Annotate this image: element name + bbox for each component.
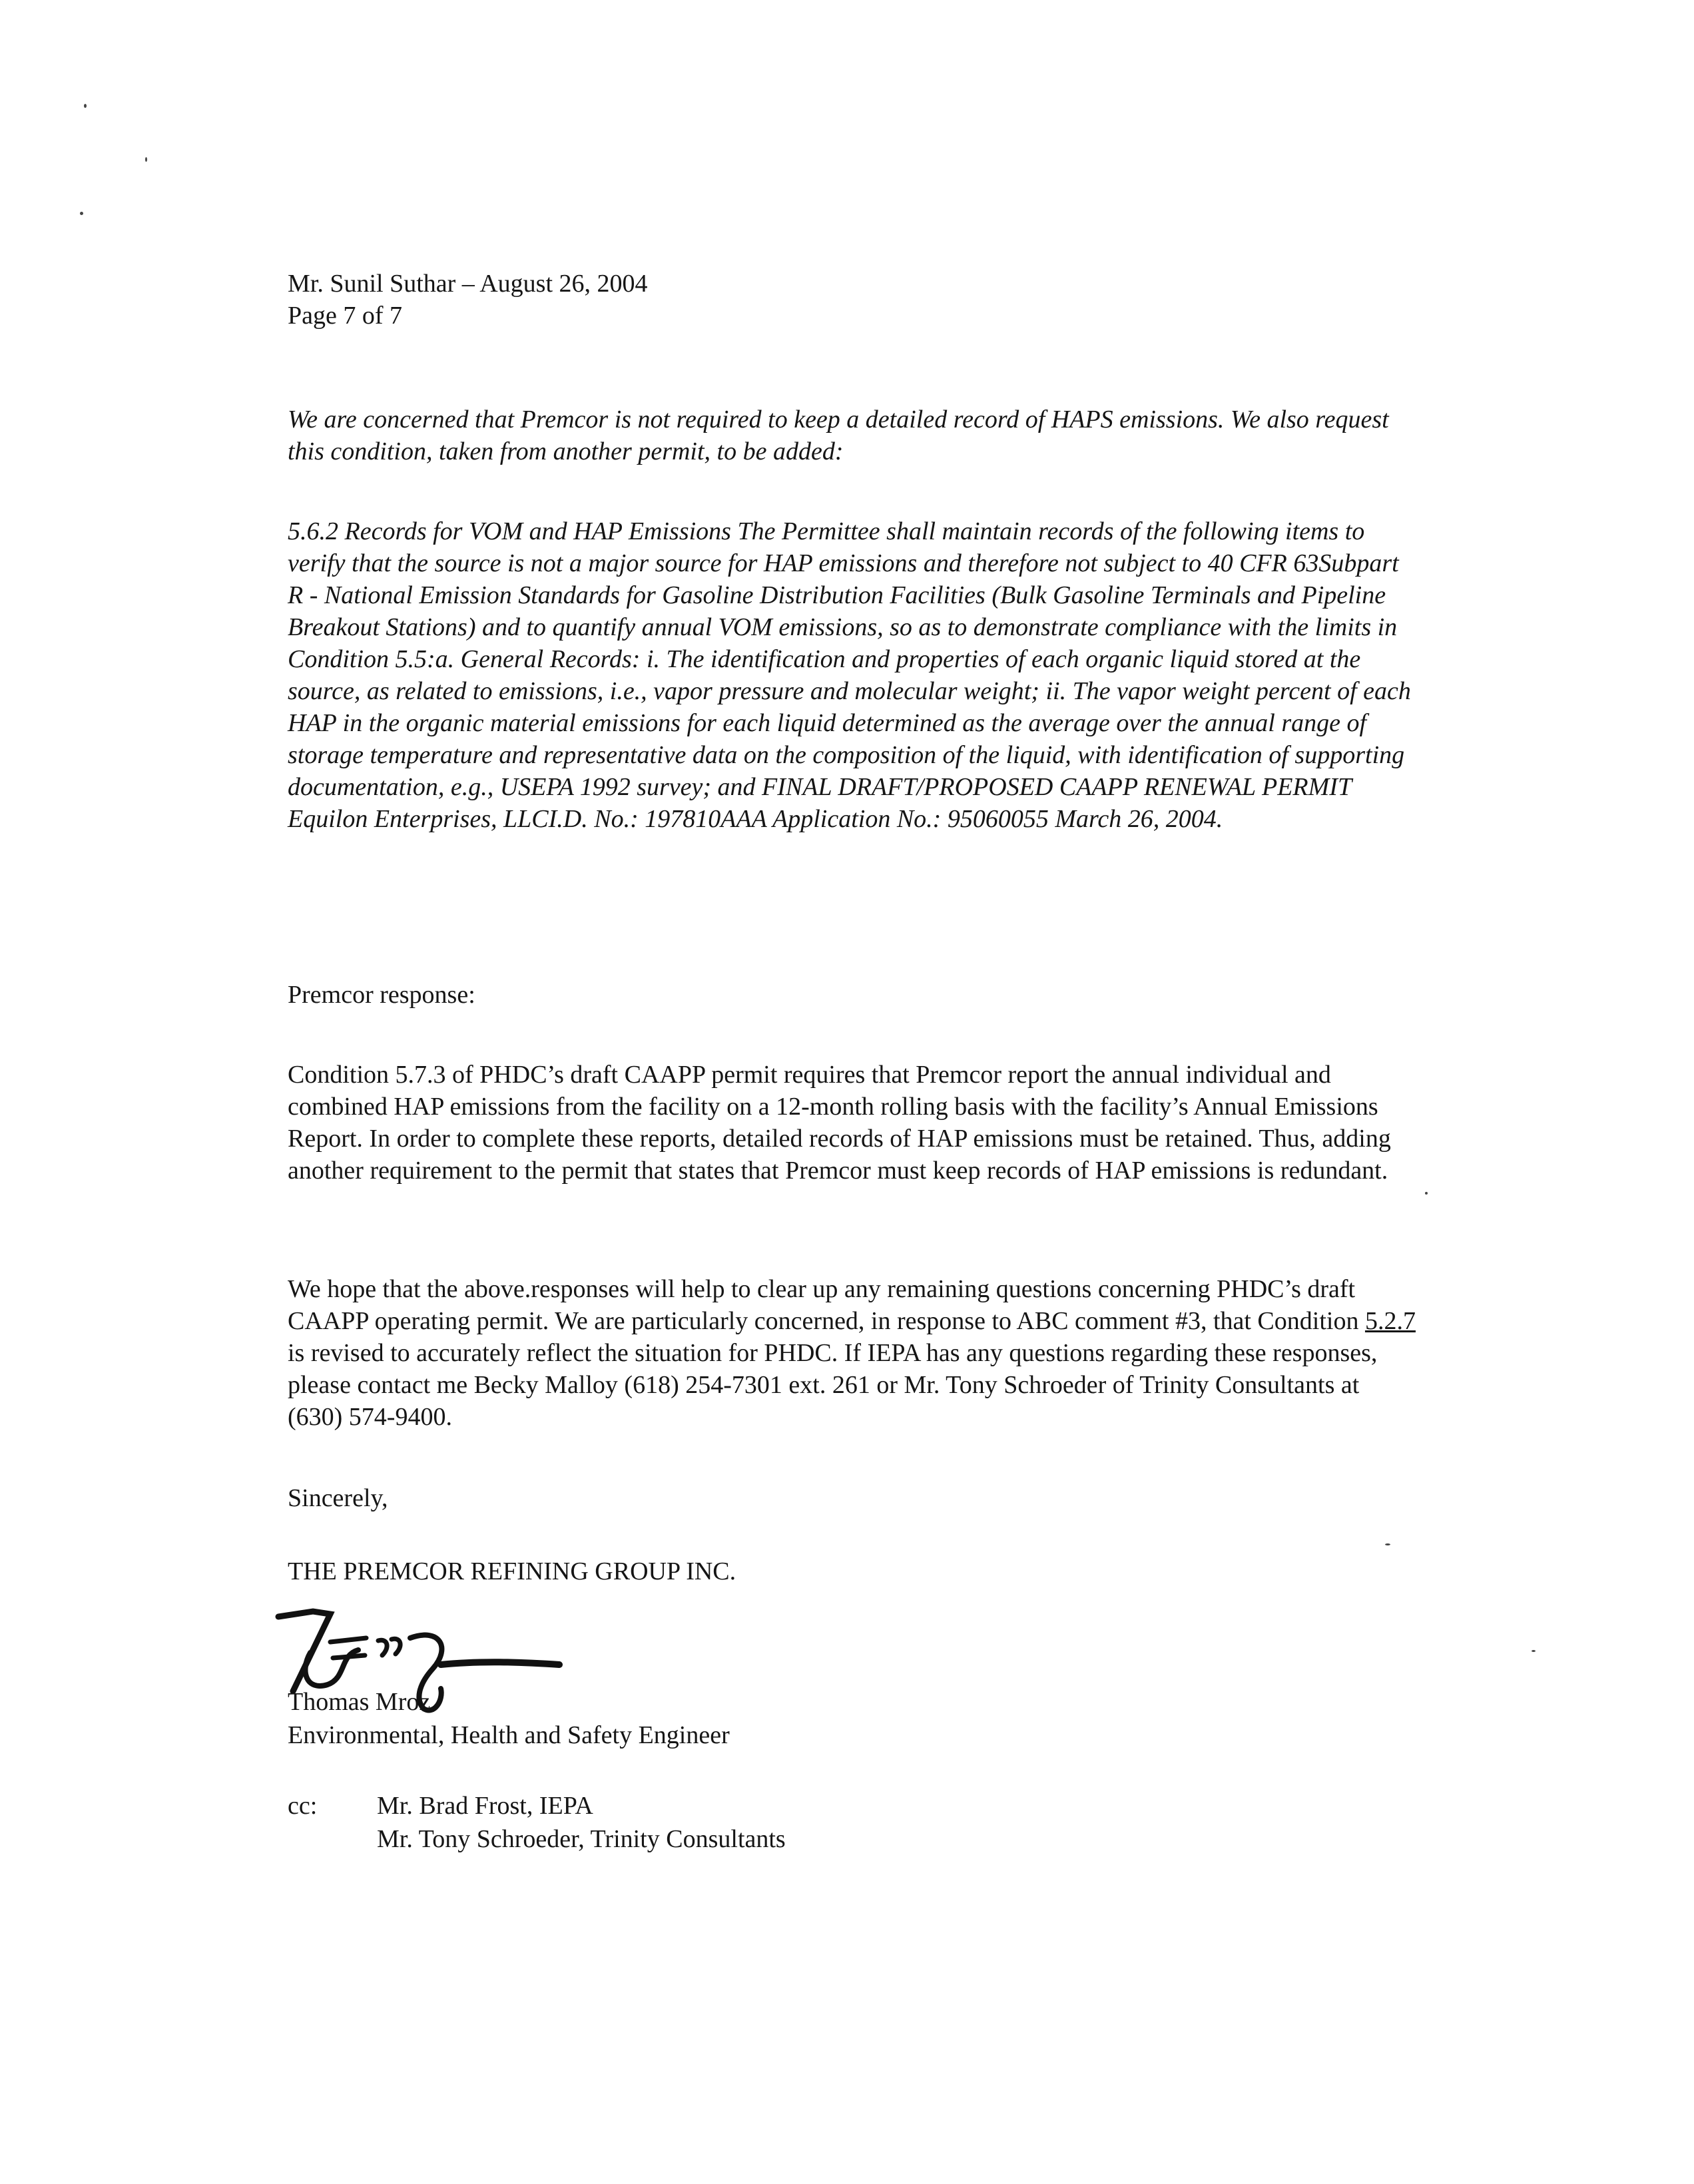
scan-speck	[84, 104, 87, 108]
condition-reference: 5.2.7	[1364, 1307, 1416, 1335]
letter-header	[288, 268, 1420, 332]
cc-label: cc:	[288, 1792, 318, 1820]
header-page-number: Page 7 of 7	[288, 302, 403, 330]
signer-title: Environmental, Health and Safety Engineer	[288, 1721, 730, 1749]
permit-condition-paragraph: 5.6.2 Records for VOM and HAP Emissions The Permittee shall maintain records of the following items to verify that the source is not a major source for HAP emissions and therefore not subject to 40 CFR 63Subpart R - National Emission Standards for Gasoline Distribution Facilities (Bulk Gasoline Terminals and Pipeline Breakout Stations) and to quantify annual VOM emissions, so as to demonstrate compliance with the limits in Condition 5.5:a. General Records: i. The identification and properties of each organic liquid stored at the source, as related to emissions, i.e., vapor pressure and molecular weight; ii. The vapor weight percent of each HAP in the organic material emissions for each liquid determined as the average over the annual range of storage temperature and representative data on the composition of the liquid, with identification of supporting documentation, e.g., USEPA 1992 survey; and FINAL DRAFT/PROPOSED CAAPP RENEWAL PERMIT Equilon Enterprises, LLCI.D. No.: 197810AAA Application No.: 95060055 March 26, 2004.	[288, 517, 1411, 833]
response-label: Premcor response:	[288, 981, 475, 1009]
scan-speck	[80, 212, 83, 215]
response-paragraph: Condition 5.7.3 of PHDC’s draft CAAPP permit requires that Premcor report the annual individual and combined HAP emissions from the facility on a 12-month rolling basis with the facility’s Annual Emissions Report. In order to complete these reports, detailed records of HAP emissions must be retained. Thus, adding another requirement to the permit that states that Premcor must keep records of HAP emissions is redundant.	[288, 1061, 1391, 1185]
closing-paragraph	[288, 1273, 1420, 1433]
header-recipient-date: Mr. Sunil Suthar – August 26, 2004	[288, 270, 648, 298]
cc-recipient: Mr. Brad Frost, IEPA	[377, 1792, 593, 1820]
salutation: Sincerely,	[288, 1484, 388, 1512]
scan-speck	[1385, 1543, 1390, 1545]
request-paragraph: We are concerned that Premcor is not required to keep a detailed record of HAPS emissions. We also request this condition, taken from another permit, to be added:	[288, 406, 1389, 465]
closing-text-before: We hope that the above.responses will help to clear up any remaining questions concerning PHDC’s draft CAAPP operating permit. We are particularly concerned, in response to ABC comment #3, that Condition	[288, 1275, 1365, 1335]
signer-name: Thomas Mroz	[288, 1688, 431, 1716]
cc-recipient: Mr. Tony Schroeder, Trinity Consultants	[377, 1825, 786, 1853]
scan-speck	[1425, 1192, 1428, 1195]
closing-text-after: is revised to accurately reflect the situation for PHDC. If IEPA has any questions regarding these responses, please contact me Becky Malloy (618) 254-7301 ext. 261 or Mr. Tony Schroeder of Trinity Consultants at (630) 574-9400.	[288, 1339, 1378, 1431]
scan-speck	[145, 157, 147, 162]
company-name: THE PREMCOR REFINING GROUP INC.	[288, 1557, 736, 1585]
scan-speck	[1532, 1650, 1536, 1652]
